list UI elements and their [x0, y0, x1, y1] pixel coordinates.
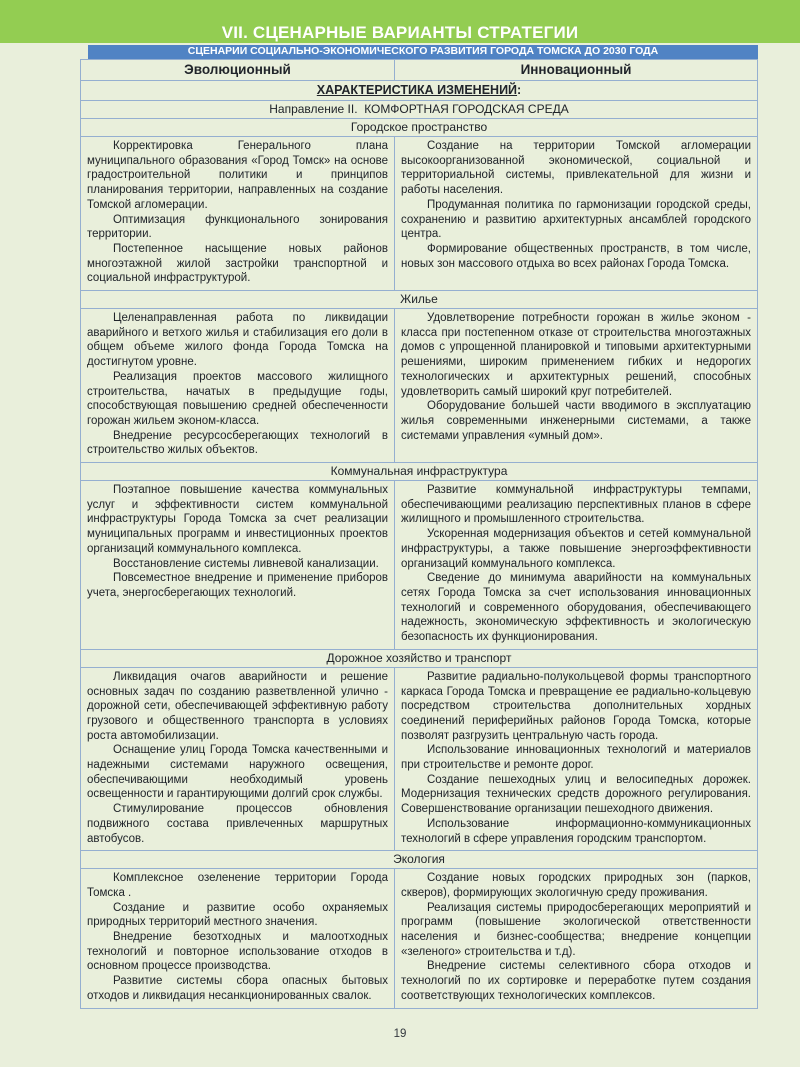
- paragraph: Стимулирование процессов обновления подвижного состава привлеченных маршрутных автобусов.: [87, 803, 388, 845]
- paragraph: Оборудование большей части вводимого в эксплуатацию жилья современными инженерными системами, а также системами управления «умный дом».: [401, 400, 751, 442]
- innovative-cell: [395, 481, 757, 649]
- paragraph: Внедрение ресурсосберегающих технологий в строительство жилых объектов.: [87, 429, 388, 457]
- paragraph: Оснащение улиц Города Томска качественными и надежными системами наружного освещения, обеспечивающими необходимый уровень освещенности и гарантирующими долгий срок службы.: [87, 744, 388, 801]
- characteristics-heading: [81, 80, 757, 100]
- table-banner: СЦЕНАРИИ СОЦИАЛЬНО-ЭКОНОМИЧЕСКОГО РАЗВИТИЯ ГОРОДА ТОМСКА ДО 2030 ГОДА: [88, 45, 758, 59]
- paragraph: Продуманная политика по гармонизации городской среды, сохранению и развитию архитектурных ансамблей городского центра.: [401, 198, 751, 241]
- paragraph: Ликвидация очагов аварийности и решение основных задач по созданию разветвленной улично - дорожной сети, обеспечивающей эффективную работу грузового и общественного транспорта в условиях роста автомобилизации.: [87, 670, 388, 742]
- innovative-cell: [395, 869, 757, 1007]
- chapter-header-band: [0, 0, 800, 43]
- paragraph: Постепенное насыщение новых районов многоэтажной жилой застройки транспортной и социальной инфраструктурой.: [87, 242, 388, 285]
- paragraph: Создание и развитие особо охраняемых природных территорий местного значения.: [87, 901, 388, 929]
- paragraph: Сведение до минимума аварийности на коммунальных сетях Города Томска за счет использования инновационных технологий и современного оборудования, обеспечивающего надежность, экономическую эффективность и экологическую безопасность их функционирования.: [401, 572, 751, 644]
- section-title: Экология: [81, 850, 757, 868]
- paragraph: Повсеместное внедрение и применение приборов учета, энергосберегающих технологий.: [87, 572, 388, 599]
- evolutionary-cell: [81, 481, 395, 649]
- paragraph: Развитие системы сбора опасных бытовых отходов и ликвидация несанкционированных свалок.: [87, 975, 388, 1002]
- column-header-evolutionary: Эволюционный: [81, 60, 395, 80]
- paragraph: Ускоренная модернизация объектов и сетей коммунальной инфраструктуры, а также повышение энергоэффективности организаций коммунального комплекса.: [401, 528, 751, 570]
- paragraph: Реализация системы природосберегающих мероприятий и программ (повышение экологической ответственности населения и бизнес-сообщества; внедрение концепции «зеленого» строительства и т.д).: [401, 901, 751, 958]
- innovative-cell: [395, 309, 757, 462]
- section-content-row: [81, 868, 757, 1007]
- scenario-table-block: [80, 45, 758, 1009]
- paragraph: Использование инновационных технологий и материалов при строительстве и ремонте дорог.: [401, 744, 751, 772]
- paragraph: Реализация проектов массового жилищного строительства, начатых в предыдущие годы, способствующая повышению средней обеспеченности горожан жильем эконом-класса.: [87, 370, 388, 427]
- evolutionary-cell: [81, 309, 395, 462]
- section-content-row: [81, 308, 757, 462]
- paragraph: Внедрение безотходных и малоотходных технологий и повторное использование отходов в основном процессе производства.: [87, 931, 388, 973]
- paragraph: Развитие радиально-полукольцевой формы транспортного каркаса Города Томска и превращение ее радиально-кольцевую посредством строительства дополнительных хордных соединений периферийных районов Города Томска, которые позволят разгрузить центральную часть города.: [401, 670, 751, 742]
- column-header-row: [81, 60, 757, 80]
- paragraph: Удовлетворение потребности горожан в жилье эконом - класса при постепенном отказе от строительства многоэтажных домов с упрощенной планировкой и типовыми архитектурными решениями, широким применением гибких и недорогих технологических и архитектурных решений, способных удовлетворить самый широкий круг потребителей.: [401, 312, 751, 398]
- paragraph: Целенаправленная работа по ликвидации аварийного и ветхого жилья и стабилизация его доли в общем объеме жилого фонда Города Томска на достигнутом уровне.: [87, 312, 388, 369]
- section-title: Жилье: [81, 290, 757, 308]
- page-number: 19: [393, 1028, 407, 1040]
- innovative-cell: [395, 137, 757, 290]
- innovative-cell: [395, 668, 757, 850]
- paragraph: Оптимизация функционального зонирования территории.: [87, 213, 388, 241]
- paragraph: Формирование общественных пространств, в том числе, новых зон массового отдыха во всех районах Города Томска.: [401, 242, 751, 270]
- paragraph: Использование информационно-коммуникационных технологий в сфере управления городским транспортом.: [401, 817, 751, 845]
- paragraph: Создание на территории Томской агломерации высокоорганизованной экономической, социальной и территориальной системы, привлекательной для жизни и работы населения.: [401, 140, 751, 197]
- paragraph: Создание пешеходных улиц и велосипедных дорожек. Модернизация технических средств дорожного регулирования. Совершенствование организации пешеходного движения.: [401, 773, 751, 816]
- section-content-row: [81, 667, 757, 850]
- section-title: Коммунальная инфраструктура: [81, 462, 757, 480]
- evolutionary-cell: [81, 137, 395, 290]
- paragraph: Внедрение системы селективного сбора отходов и технологий по их сортировке и переработке путем создания соответствующих технологических комплексов.: [401, 960, 751, 1002]
- characteristics-label: ХАРАКТЕРИСТИКА ИЗМЕНЕНИЙ: [316, 83, 518, 97]
- section-title: Дорожное хозяйство и транспорт: [81, 649, 757, 667]
- section-content-row: [81, 136, 757, 290]
- paragraph: Развитие коммунальной инфраструктуры темпами, обеспечивающими реализацию перспективных планов в сфере жилищного и промышленного строительства.: [401, 484, 751, 526]
- section-content-row: [81, 480, 757, 649]
- page-title: VII. СЦЕНАРНЫЕ ВАРИАНТЫ СТРАТЕГИИ: [221, 23, 579, 42]
- paragraph: Создание новых городских природных зон (парков, скверов), формирующих экологичную среду проживания.: [401, 872, 751, 899]
- paragraph: Поэтапное повышение качества коммунальных услуг и эффективности систем коммунальной инфраструктуры Города Томска за счет реализации муниципальных программ и инвестиционных проектов организаций коммунального комплекса.: [87, 484, 388, 555]
- column-header-innovative: Инновационный: [520, 62, 632, 77]
- paragraph: Восстановление системы ливневой канализации.: [113, 557, 379, 570]
- characteristics-colon: :: [517, 83, 522, 97]
- evolutionary-cell: [81, 869, 395, 1007]
- scenario-table: [80, 59, 758, 1009]
- evolutionary-cell: [81, 668, 395, 850]
- paragraph: Корректировка Генерального плана муниципального образования «Город Томск» на основе градостроительной политики и принципов планирования территории, направленных на создание Томской агломерации.: [87, 140, 388, 211]
- sections-container: [81, 118, 757, 1008]
- paragraph: Комплексное озеленение территории Города Томска .: [87, 872, 388, 899]
- direction-heading: Направление II. КОМФОРТНАЯ ГОРОДСКАЯ СРЕДА: [81, 100, 757, 118]
- section-title: Городское пространство: [81, 118, 757, 136]
